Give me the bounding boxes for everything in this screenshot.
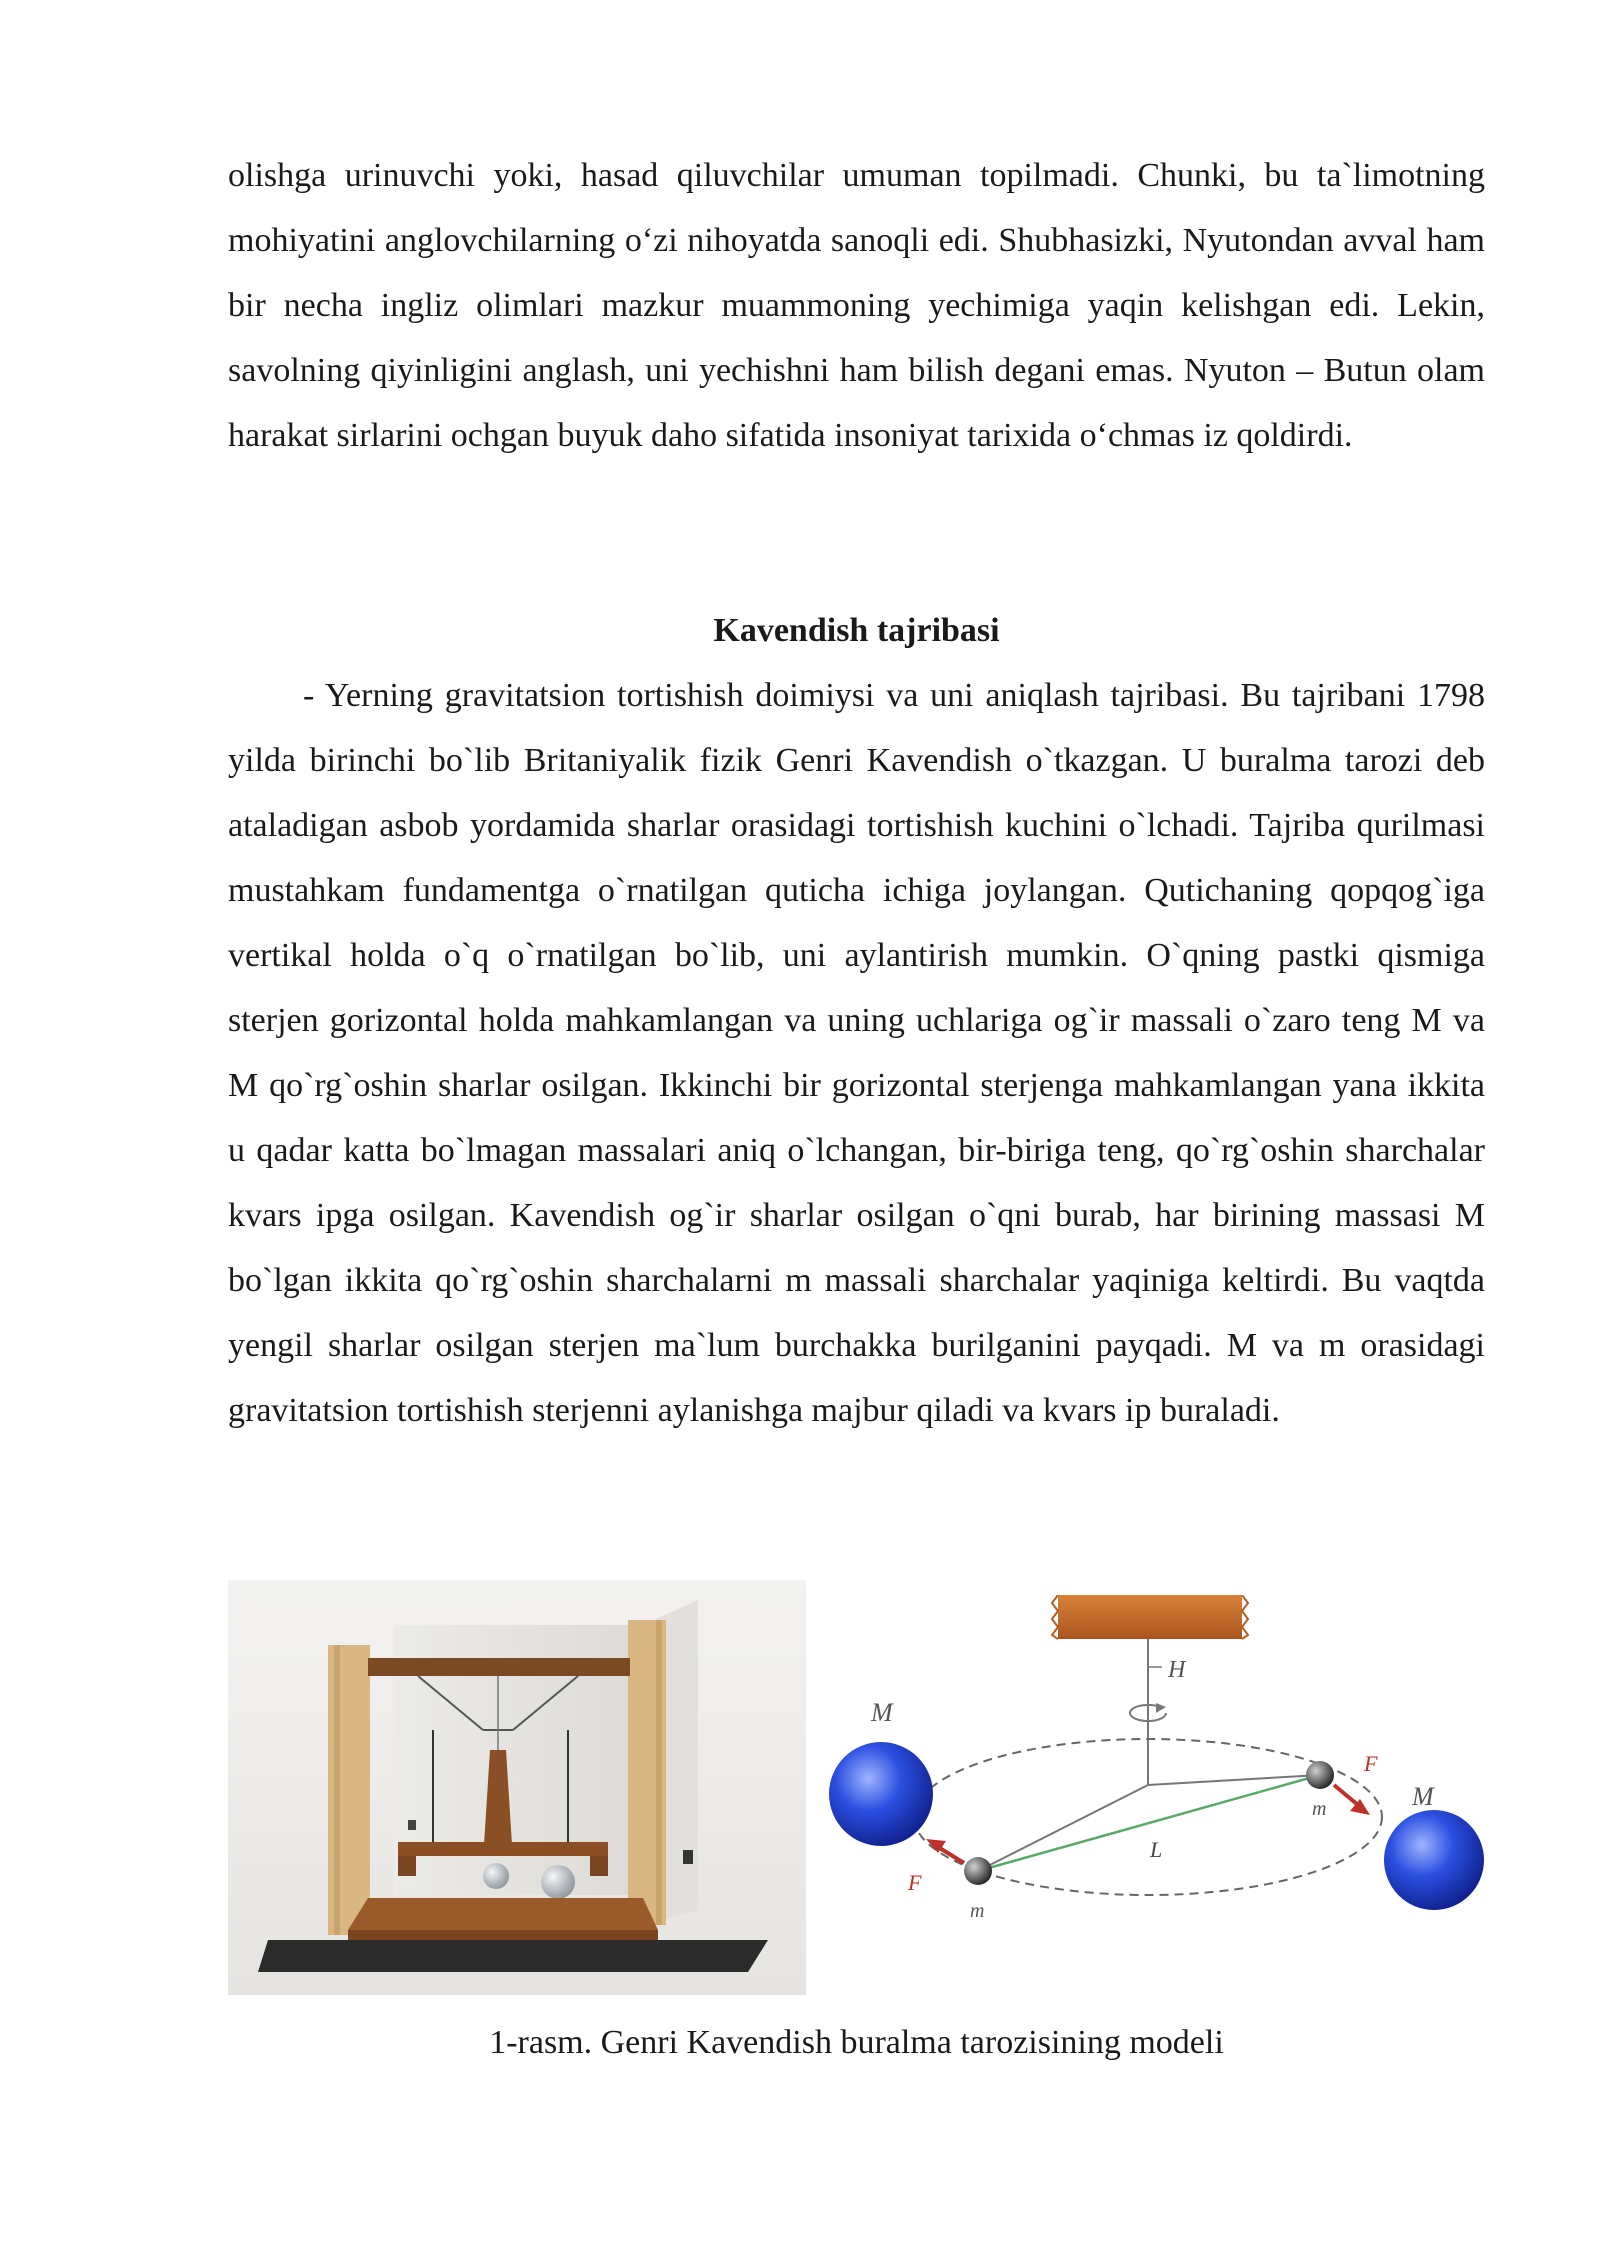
small-sphere-right — [1306, 1761, 1334, 1789]
paragraph-intro-text: olishga urinuvchi yoki, hasad qiluvchilar umuman topilmadi. Chunki, bu ta`limotning mohiyatini anglovchilarning o‘zi nihoyatda sanoqli edi. Shubhasizki, Nyutondan avval ham bir necha ingliz olimlari mazkur muammoning yechimiga yaqin kelishgan edi. Lekin, savolning qiyinligini anglash, uni yechishni ham bilish degani emas. Nyuton – Butun olam harakat sirlarini ochgan buyuk daho sifatida insoniyat tarixida o‘chmas iz qoldirdi. — [228, 157, 1485, 454]
paragraph-intro — [228, 143, 1485, 468]
paragraph-experiment-text: - Yerning gravitatsion tortishish doimiysi va uni aniqlash tajribasi. Bu tajribani 1798 yilda birinchi bo`lib Britaniyalik fizik Genri Kavendish o`tkazgan. U buralma tarozi deb ataladigan asbob yordamida sharlar orasidagi tortishish kuchini o`lchadi. Tajriba qurilmasi mustahkam fundamentga o`rnatilgan quticha ichiga joylangan. Qutichaning qopqog`iga vertikal holda o`q o`rnatilgan bo`lib, uni aylantirish mumkin. O`qning pastki qismiga sterjen gorizontal holda mahkamlangan va uning uchlariga og`ir massali o`zaro teng M va M qo`rg`oshin sharlar osilgan. Ikkinchi bir gorizontal sterjenga mahkamlangan yana ikkita u qadar katta bo`lmagan massalari aniq o`lchangan, bir-biriga teng, qo`rg`oshin sharchalar kvars ipga osilgan. Kavendish og`ir sharlar osilgan o`qni burab, har birining massasi M bo`lgan ikkita qo`rg`oshin sharchalarni m massali sharchalar yaqiniga keltirdi. Bu vaqtda yengil sharlar osilgan sterjen ma`lum burchakka burilganini payqadi. M va m orasidagi gravitatsion tortishish sterjenni aylanishga majbur qiladi va kvars ip buraladi. — [228, 677, 1485, 1429]
force-arrow-left-icon — [926, 1839, 964, 1863]
label-f-left: F — [908, 1870, 922, 1895]
paragraph-experiment — [228, 663, 1485, 1443]
ceiling-block — [1052, 1595, 1248, 1639]
label-m-small-left: m — [970, 1900, 985, 1922]
label-m-large-right: M — [1412, 1782, 1434, 1811]
large-sphere-left — [829, 1742, 933, 1846]
figure-caption: 1-rasm. Genri Kavendish buralma tarozisining modeli — [489, 2024, 1224, 2061]
torsion-balance-diagram — [826, 1595, 1492, 1955]
label-l: L — [1150, 1837, 1163, 1862]
torsion-balance-photo — [228, 1580, 806, 1995]
force-arrow-right-icon — [1334, 1785, 1370, 1815]
label-f-right: F — [1364, 1751, 1378, 1776]
section-heading: Kavendish tajribasi — [713, 612, 1000, 649]
large-sphere-right — [1384, 1810, 1484, 1910]
label-m-large-left: M — [871, 1698, 893, 1727]
small-sphere-left — [964, 1857, 992, 1885]
label-m-small-right: m — [1312, 1798, 1327, 1820]
rod-l — [978, 1775, 1320, 1871]
label-h: H — [1168, 1657, 1186, 1683]
